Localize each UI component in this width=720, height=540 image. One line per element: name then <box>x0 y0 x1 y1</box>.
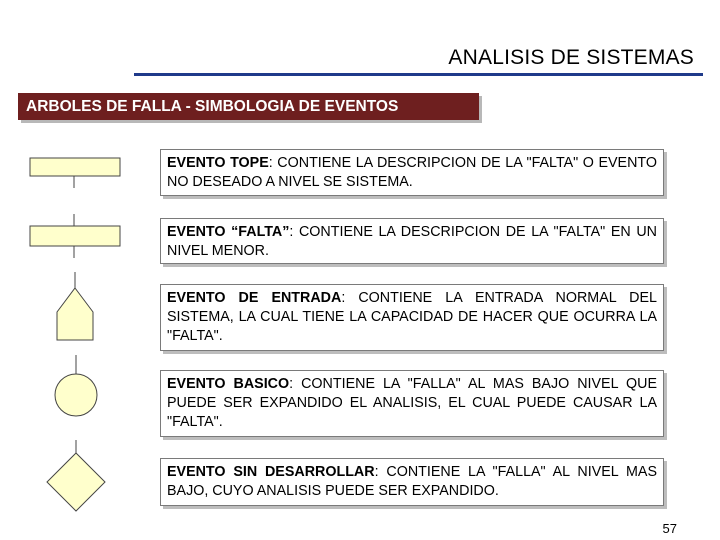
event-name: EVENTO “FALTA” <box>167 224 290 240</box>
input-event-symbol <box>57 272 93 340</box>
fault-event-description <box>160 218 664 264</box>
top-event-symbol <box>30 158 120 188</box>
event-text: : CONTIENE LA "FALLA" AL MAS BAJO NIVEL QUE PUEDE SER EXPANDIDO EL ANALISIS, EL CUAL PUEDE CAUSAR LA "FALTA". <box>167 376 657 430</box>
event-text: : CONTIENE LA DESCRIPCION DE LA "FALTA" EN UN NIVEL MENOR. <box>167 224 657 259</box>
basic-event-description <box>160 370 664 437</box>
event-name: EVENTO DE ENTRADA <box>167 290 342 306</box>
top-event-description <box>160 149 664 196</box>
event-name: EVENTO BASICO <box>167 376 290 392</box>
event-text: : CONTIENE LA ENTRADA NORMAL DEL SISTEMA, LA CUAL TIENE LA CAPACIDAD DE HACER QUE OCURRA LA "FALTA". <box>167 290 657 344</box>
basic-event-symbol <box>55 355 97 416</box>
event-text: : CONTIENE LA DESCRIPCION DE LA "FALTA" O EVENTO NO DESEADO A NIVEL SE SISTEMA. <box>167 155 657 190</box>
undeveloped-event-description <box>160 458 664 506</box>
event-name: EVENTO SIN DESARROLLAR <box>167 464 375 480</box>
input-event-description <box>160 284 664 351</box>
page-number: 57 <box>662 521 677 536</box>
undeveloped-event-symbol <box>47 440 105 511</box>
fault-event-symbol <box>30 214 120 258</box>
section-title: ARBOLES DE FALLA - SIMBOLOGIA DE EVENTOS <box>18 93 479 120</box>
event-text: : CONTIENE LA "FALLA" AL NIVEL MAS BAJO, CUYO ANALISIS PUEDE SER EXPANDIDO. <box>167 464 657 499</box>
page-title: ANALISIS DE SISTEMAS <box>448 46 694 69</box>
event-name: EVENTO TOPE <box>167 155 269 171</box>
